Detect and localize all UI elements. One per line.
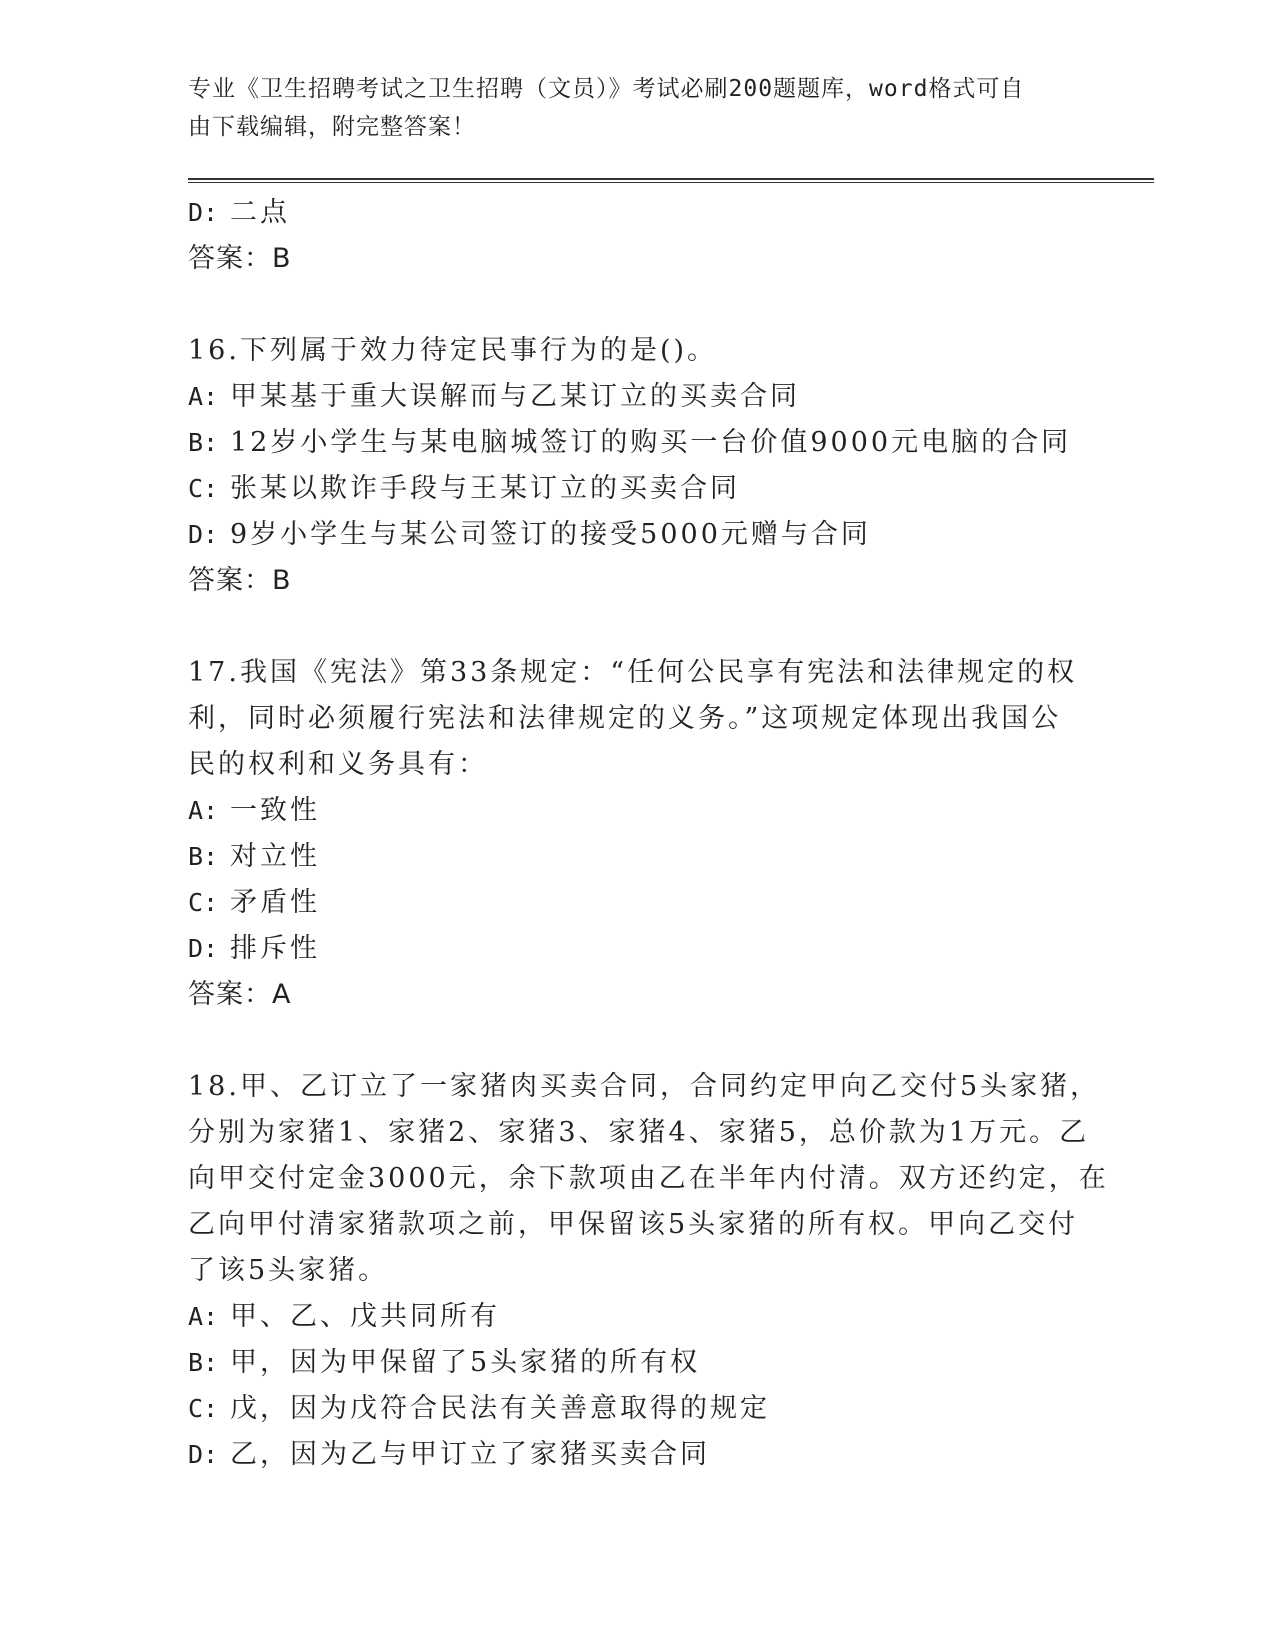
option-d [188, 926, 1088, 972]
option-text: 二点 [230, 197, 290, 228]
option-d [188, 512, 1088, 558]
question-stem: 向甲交付定金3000元，余下款项由乙在半年内付清。双方还约定，在 [188, 1163, 1109, 1194]
option-a [188, 1294, 1088, 1340]
option-a [188, 788, 1088, 834]
option-a [188, 374, 1088, 420]
option-text: 甲、乙、戊共同所有 [230, 1301, 500, 1332]
option-text: 9岁小学生与某公司签订的接受5000元赠与合同 [230, 519, 871, 550]
option-d [188, 1432, 1088, 1478]
option-letter: B: [188, 428, 219, 457]
answer-line: 答案：B [188, 243, 292, 274]
option-c [188, 880, 1088, 926]
question-stem: 民的权利和义务具有： [188, 749, 488, 780]
option-c [188, 466, 1088, 512]
question-17 [188, 650, 1088, 1018]
option-text: 张某以欺诈手段与王某订立的买卖合同 [230, 473, 740, 504]
answer-line: 答案：B [188, 565, 292, 596]
option-text: 排斥性 [230, 933, 320, 964]
document-header [188, 70, 1068, 146]
question-16 [188, 328, 1088, 604]
question-stem: 16.下列属于效力待定民事行为的是()。 [188, 335, 718, 366]
question-list [188, 190, 1109, 1478]
option-letter: B: [188, 1348, 219, 1377]
answer-line: 答案：A [188, 979, 292, 1010]
option-letter: D: [188, 198, 219, 227]
question-stem: 18.甲、乙订立了一家猪肉买卖合同，合同约定甲向乙交付5头家猪， [188, 1071, 1101, 1102]
option-b [188, 1340, 1088, 1386]
question-stem: 分别为家猪1、家猪2、家猪3、家猪4、家猪5，总价款为1万元。乙 [188, 1117, 1090, 1148]
option-letter: D: [188, 520, 219, 549]
option-letter: C: [188, 1394, 219, 1423]
header-line-1: 专业《卫生招聘考试之卫生招聘（文员）》考试必刷200题题库，word格式可自 [188, 76, 1025, 102]
option-text: 矛盾性 [230, 887, 320, 918]
question-stem: 利，同时必须履行宪法和法律规定的义务。”这项规定体现出我国公 [188, 703, 1062, 734]
option-letter: B: [188, 842, 219, 871]
option-letter: C: [188, 888, 219, 917]
option-letter: C: [188, 474, 219, 503]
option-b [188, 420, 1088, 466]
option-letter: A: [188, 382, 219, 411]
option-c [188, 1386, 1088, 1432]
option-text: 对立性 [230, 841, 320, 872]
question-18 [188, 1064, 1109, 1478]
option-text: 一致性 [230, 795, 320, 826]
option-text: 甲某基于重大误解而与乙某订立的买卖合同 [230, 381, 800, 412]
option-text: 乙，因为乙与甲订立了家猪买卖合同 [230, 1439, 710, 1470]
question-stem: 了该5头家猪。 [188, 1255, 389, 1286]
header-line-2: 由下载编辑，附完整答案！ [188, 114, 476, 140]
header-divider [188, 178, 1154, 183]
option-b [188, 834, 1088, 880]
option-text: 甲，因为甲保留了5头家猪的所有权 [230, 1347, 701, 1378]
option-text: 戊，因为戊符合民法有关善意取得的规定 [230, 1393, 770, 1424]
option-letter: D: [188, 934, 219, 963]
option-text: 12岁小学生与某电脑城签订的购买一台价值9000元电脑的合同 [230, 427, 1072, 458]
option-d [188, 190, 1088, 236]
option-letter: A: [188, 1302, 219, 1331]
option-letter: A: [188, 796, 219, 825]
question-stem: 17.我国《宪法》第33条规定：“任何公民享有宪法和法律规定的权 [188, 657, 1078, 688]
option-letter: D: [188, 1440, 219, 1469]
question-stem: 乙向甲付清家猪款项之前，甲保留该5头家猪的所有权。甲向乙交付 [188, 1209, 1079, 1240]
